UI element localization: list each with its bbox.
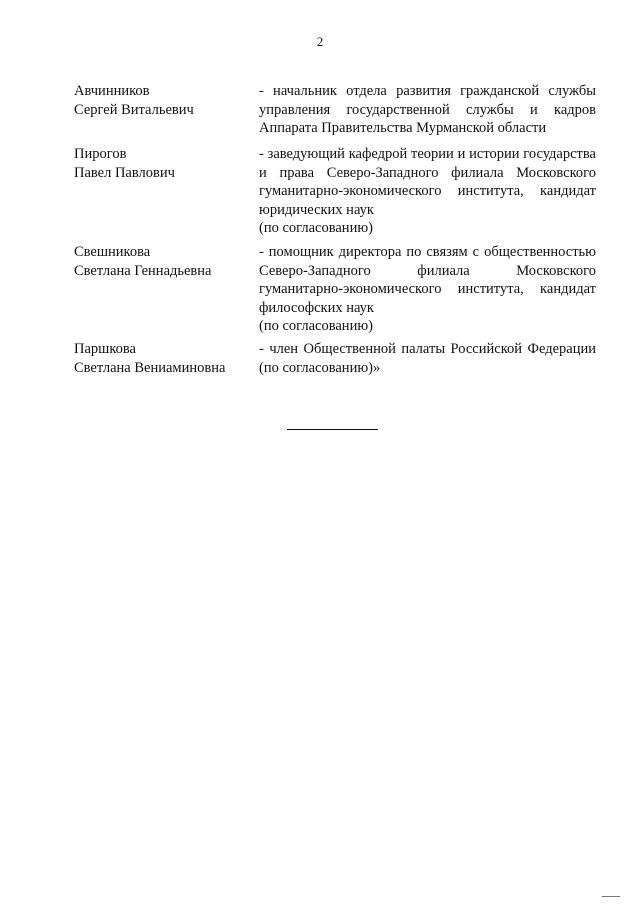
- member-surname: Свешникова: [74, 244, 151, 260]
- closing-divider: [287, 429, 378, 430]
- page-number: 2: [316, 34, 324, 49]
- member-surname: Паршкова: [74, 341, 136, 357]
- member-given-names: Светлана Геннадьевна: [74, 262, 212, 279]
- member-role: - начальник отдела развития гражданской службы управления государственной службы и кадров Аппарата Правительства Мурманской области: [259, 83, 596, 136]
- member-name: [74, 340, 249, 377]
- member-surname: Пирогов: [74, 146, 127, 162]
- member-role: - член Общественной палаты Российской Федерации (по согласованию)»: [259, 341, 596, 376]
- member-name: [74, 145, 249, 182]
- scan-mark: [602, 896, 620, 897]
- member-name: [74, 243, 249, 280]
- member-role: - заведующий кафедрой теории и истории государства и права Северо-Западного филиала Московского гуманитарно-экономического института, кандидат юридических наук (по согласованию): [259, 146, 596, 236]
- member-given-names: Павел Павлович: [74, 164, 175, 181]
- member-given-names: Светлана Вениаминовна: [74, 359, 226, 376]
- member-given-names: Сергей Витальевич: [74, 101, 194, 118]
- member-role: - помощник директора по связям с общественностью Северо-Западного филиала Московского гуманитарно-экономического института, кандидат философских наук (по согласованию): [259, 244, 596, 334]
- member-name: [74, 82, 249, 119]
- member-surname: Авчинников: [74, 83, 150, 99]
